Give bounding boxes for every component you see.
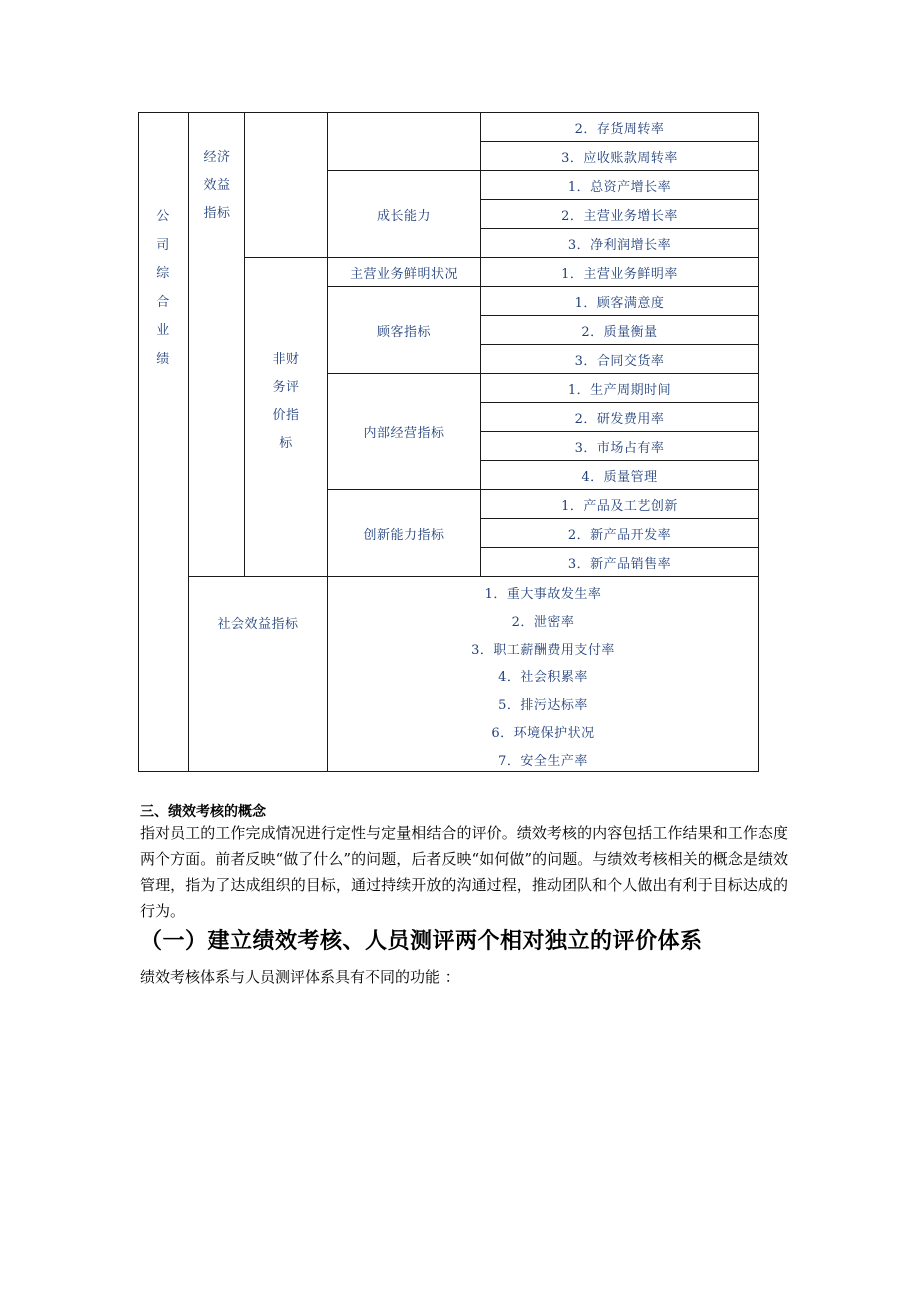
social-metric: 6．环境保护状况 [491,725,595,741]
metric-cell: 3．合同交货率 [574,353,665,369]
non-financial-label: 非财 务评 价指 标 [272,352,300,451]
social-metric: 4．社会积累率 [498,670,588,686]
metric-cell: 1．总资产增长率 [567,179,672,195]
col-divider [188,112,189,772]
metric-cell: 3．应收账款周转率 [561,150,678,166]
metric-cell: 2．主营业务增长率 [561,208,678,224]
metric-cell: 3．新产品销售率 [567,556,672,572]
social-metric: 2．泄密率 [511,614,575,630]
group-innovation: 创新能力指标 [363,527,445,543]
metric-cell: 2．研发费用率 [574,411,665,427]
social-benefit-label: 社会效益指标 [217,616,299,632]
social-metrics-list [328,581,758,776]
subsection-text: 绩效考核体系与人员测评体系具有不同的功能 ： [140,968,460,986]
table-right-border [758,112,759,772]
subsection-heading: （一）建立绩效考核、人员测评两个相对独立的评价体系 [140,929,703,954]
economic-benefit-label: 经济 效益 指标 [203,150,231,221]
social-metric: 7．安全生产率 [498,753,588,769]
company-performance-label: 公 司 综 合 业 绩 [156,209,170,367]
metric-cell: 2．存货周转率 [574,121,665,137]
metric-cell: 2．新产品开发率 [567,527,672,543]
group-main-business: 主营业务鲜明状况 [349,266,458,282]
metric-cell: 1．产品及工艺创新 [561,498,678,514]
table-left-border [138,112,139,772]
social-metric: 5．排污达标率 [498,698,588,714]
metric-cell: 1．主营业务鲜明率 [561,266,678,282]
metric-cell: 2．质量衡量 [581,324,658,340]
metric-cell: 3．市场占有率 [574,440,665,456]
social-metric: 1．重大事故发生率 [484,587,602,602]
metric-cell: 1．顾客满意度 [574,295,665,311]
col-divider [244,112,245,577]
metric-cell: 3．净利润增长率 [567,237,672,253]
metric-cell: 1．生产周期时间 [567,382,672,398]
section-title: 三、绩效考核的概念 [140,804,266,820]
section-paragraph: 指对员工的工作完成情况进行定性与定量相结合的评价。绩效考核的内容包括工作结果和工作态度两个方面。前者反映“做了什么”的问题，后者反映“如何做”的问题。与绩效考核相关的概念是绩效管理，指为了达成组织的目标，通过持续开放的沟通过程，推动团队和个人做出有利于目标达成的行为。 [140,824,788,920]
group-internal: 内部经营指标 [363,426,445,441]
social-metric: 3．职工薪酬费用支付率 [471,642,615,658]
group-customer: 顾客指标 [376,324,431,340]
group-growth: 成长能力 [376,208,431,224]
metric-cell: 4．质量管理 [581,469,658,485]
